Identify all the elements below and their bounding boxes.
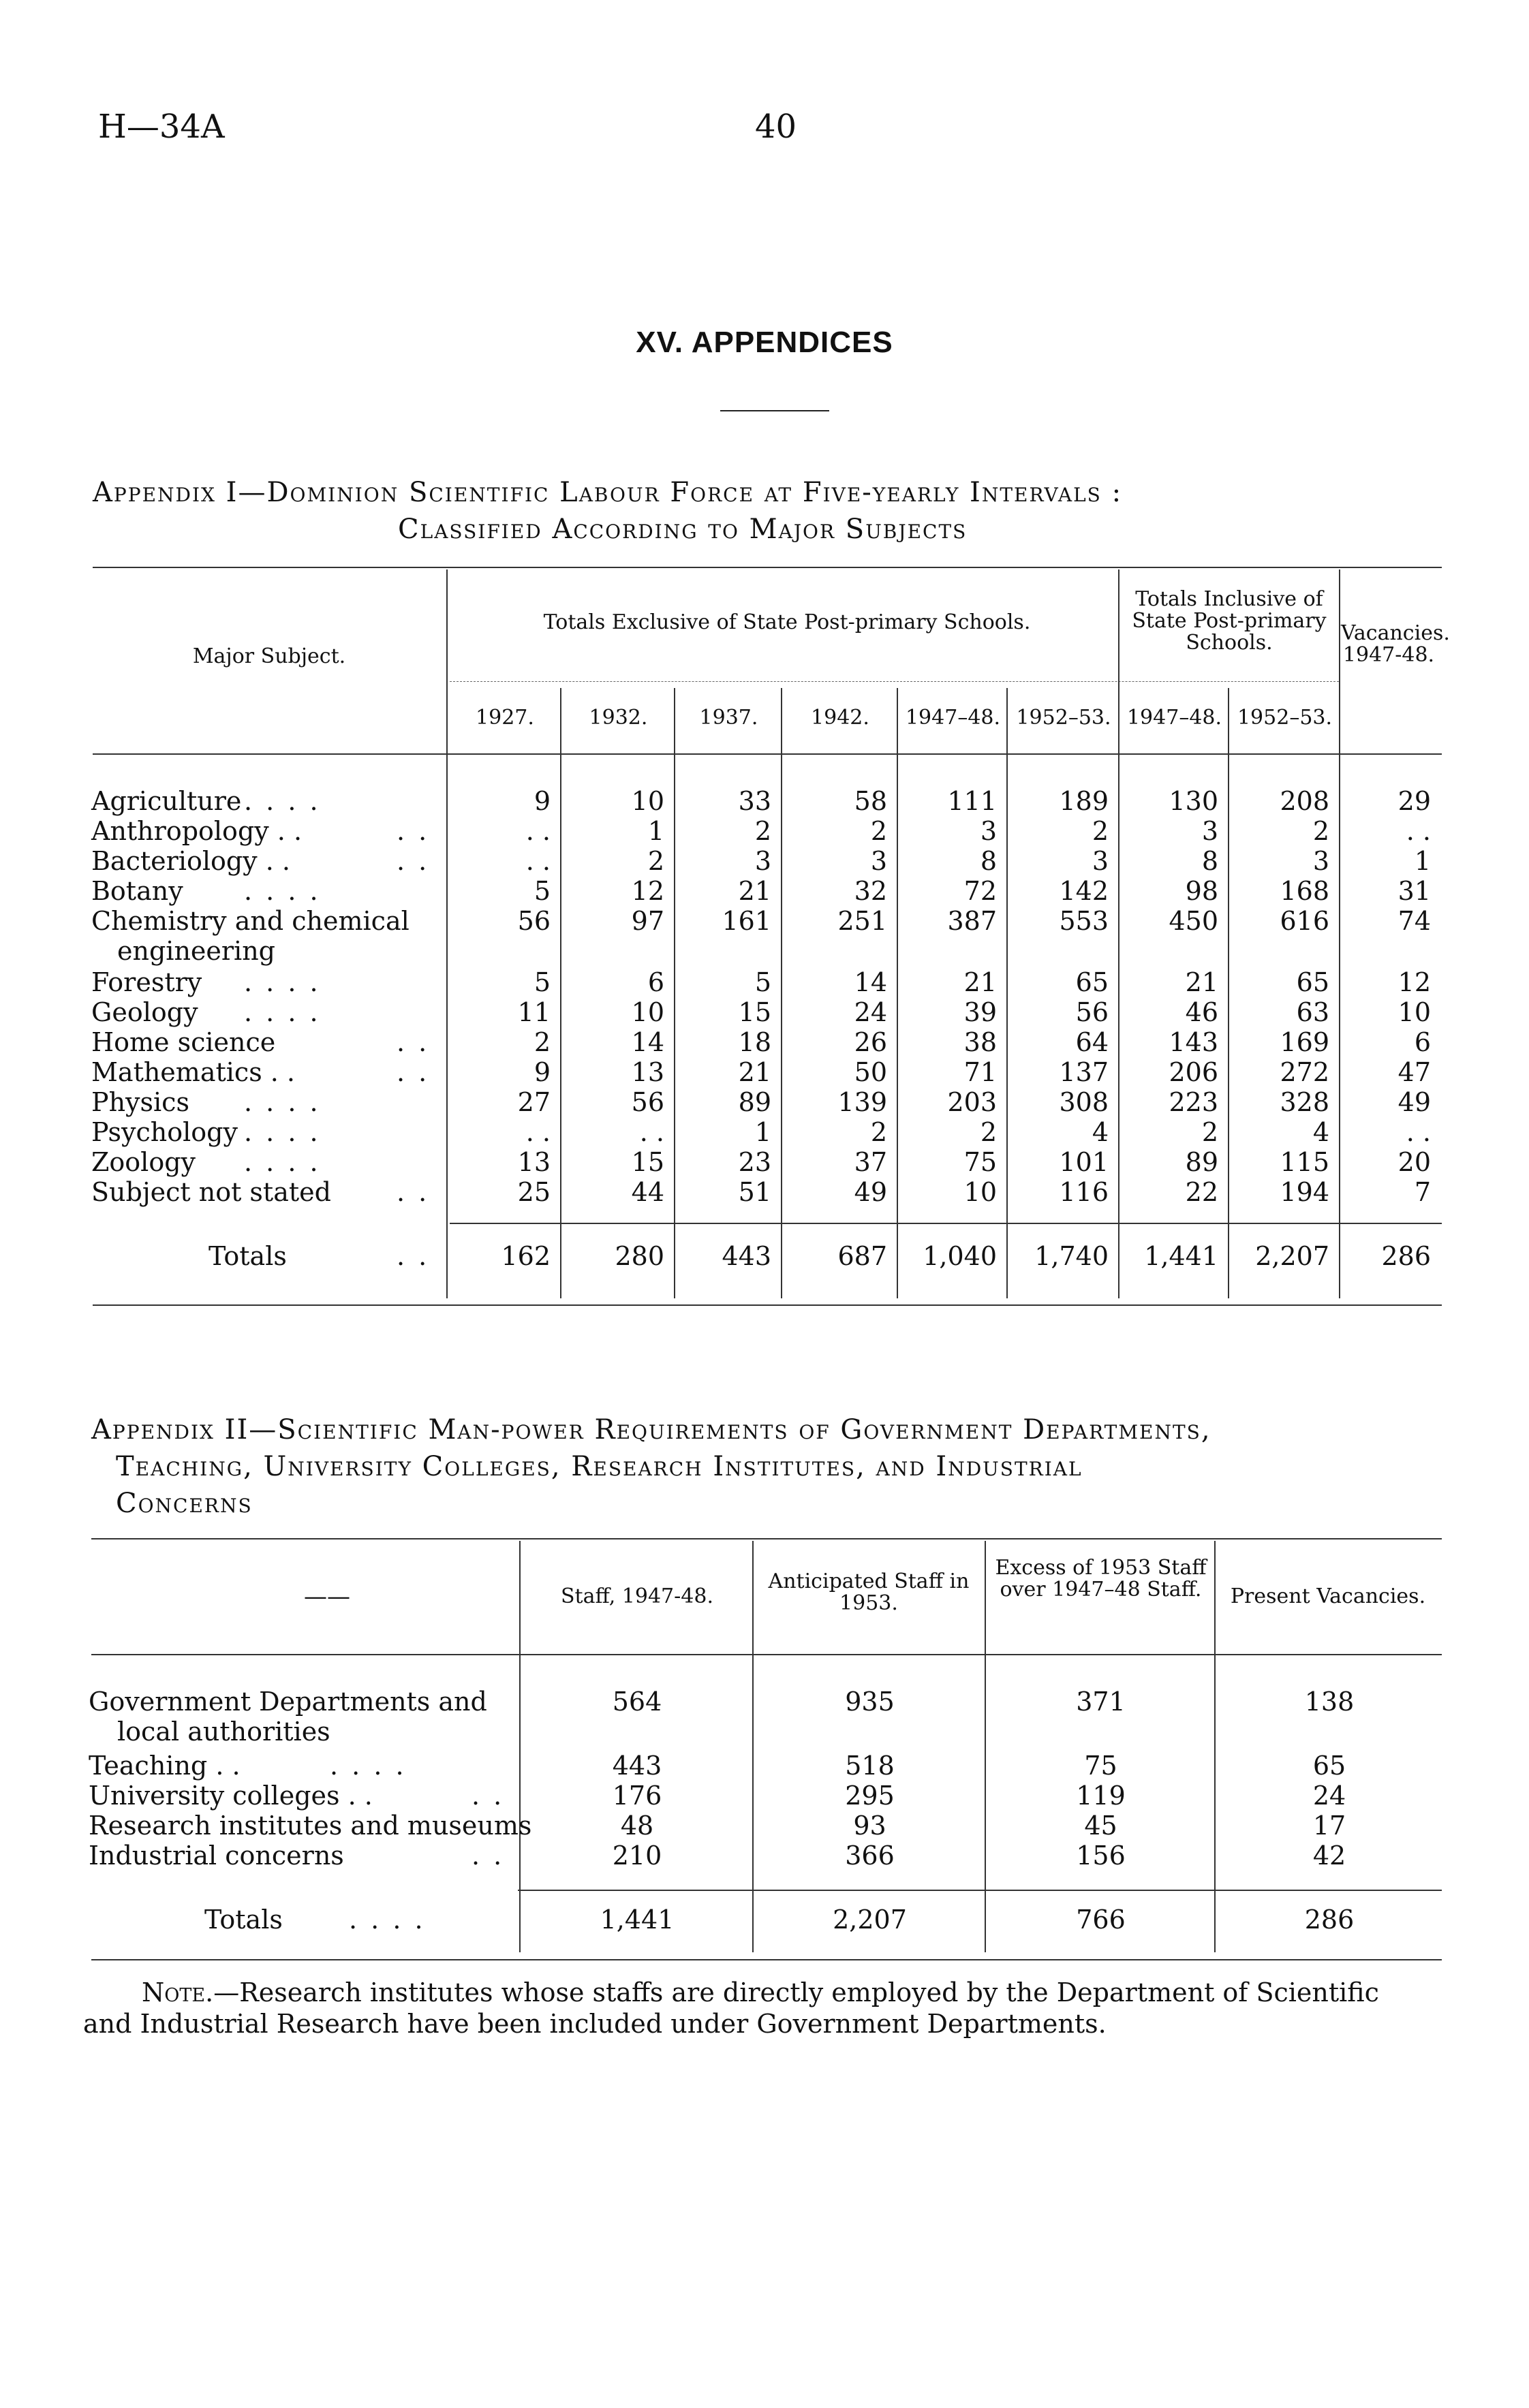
- header-year-1937: 1937.: [699, 706, 758, 730]
- appendix1-totals-dots: . .: [397, 1241, 430, 1271]
- appendix2-total-cell: 2,207: [833, 1905, 907, 1935]
- appendix2-cell: 366: [845, 1841, 895, 1871]
- appendix1-cell: 21: [738, 1057, 771, 1087]
- appendix1-cell: 3: [1312, 846, 1329, 876]
- appendix1-cell: 14: [854, 967, 887, 997]
- header-vacancies: Vacancies. 1947-48.: [1341, 621, 1450, 667]
- appendix1-cell: 9: [534, 1057, 551, 1087]
- appendix1-cell: 89: [1185, 1147, 1218, 1177]
- appendix1-cell: 450: [1169, 906, 1218, 936]
- header-excess: Excess of 1953 Staff over 1947–48 Staff.: [995, 1556, 1207, 1601]
- appendix1-total-cell: 687: [837, 1241, 887, 1271]
- appendix1-cell: 64: [1075, 1027, 1109, 1057]
- appendix1-row-dots: . . . .: [244, 967, 321, 997]
- appendix1-cell: 20: [1397, 1147, 1431, 1177]
- appendix1-total-cell: 1,040: [923, 1241, 997, 1271]
- appendix1-cell: 169: [1280, 1027, 1329, 1057]
- appendix1-row-dots: . . . .: [244, 786, 321, 816]
- appendix1-cell: 2: [870, 816, 887, 846]
- appendix1-cell: 46: [1185, 997, 1218, 1027]
- appendix1-cell: 272: [1280, 1057, 1329, 1087]
- appendix1-cell: 13: [517, 1147, 551, 1177]
- header-totals-exclusive: Totals Exclusive of State Post-primary Schools.: [543, 610, 1031, 634]
- appendix2-cell: 42: [1312, 1841, 1346, 1871]
- appendix1-cell: 56: [631, 1087, 664, 1117]
- appendix1-cell: 25: [517, 1177, 551, 1207]
- appendix2-cell: 443: [612, 1751, 662, 1781]
- title-rule: [720, 410, 829, 411]
- appendix1-cell: 89: [738, 1087, 771, 1117]
- appendix1-cell: 5: [534, 876, 551, 906]
- appendix1-row-subject: Bacteriology . .: [91, 846, 290, 876]
- appendix1-cell: 6: [647, 967, 664, 997]
- header-present-vacancies: Present Vacancies.: [1230, 1584, 1426, 1608]
- appendix1-cell: 98: [1185, 876, 1218, 906]
- appendix1-cell: 7: [1414, 1177, 1431, 1207]
- appendix1-cell: 12: [631, 876, 664, 906]
- appendix2-totals-dots: . . . .: [349, 1905, 426, 1935]
- appendix2-cell: 45: [1084, 1811, 1117, 1841]
- appendix1-cell: 2: [870, 1117, 887, 1147]
- appendix1-cell: 74: [1397, 906, 1431, 936]
- appendix1-cell: 32: [854, 876, 887, 906]
- appendix1-row-subject: Subject not stated: [91, 1177, 331, 1207]
- appendix1-cell: 2: [647, 846, 664, 876]
- appendix1-row-subject: Chemistry and chemical: [91, 906, 410, 936]
- appendix1-cell: . .: [1406, 816, 1431, 846]
- appendix1-cell: 139: [837, 1087, 887, 1117]
- appendix1-cell: 2: [534, 1027, 551, 1057]
- appendix1-cell: 1: [1414, 846, 1431, 876]
- note-line2: and Industrial Research have been included under Government Departments.: [83, 2009, 1107, 2039]
- appendix1-cell: 11: [517, 997, 551, 1027]
- header-year-1932: 1932.: [589, 706, 648, 730]
- appendix1-cell: 10: [631, 997, 664, 1027]
- appendix1-cell: 49: [854, 1177, 887, 1207]
- appendix1-row-dots: . . . .: [244, 1117, 321, 1147]
- appendix1-cell: 14: [631, 1027, 664, 1057]
- appendix1-cell: 9: [534, 786, 551, 816]
- appendix1-cell: 75: [963, 1147, 997, 1177]
- appendix2-total-cell: 766: [1076, 1905, 1126, 1935]
- note-text: —Research institutes whose staffs are directly employed by the Department of Scientific: [213, 1977, 1379, 2007]
- header-totals-inclusive: Totals Inclusive of State Post-primary Schools.: [1132, 587, 1327, 655]
- header-year-1952: 1952–53.: [1016, 706, 1111, 730]
- header-year-1947: 1947–48.: [905, 706, 1001, 730]
- appendix1-cell: 21: [738, 876, 771, 906]
- appendix1-cell: 39: [963, 997, 997, 1027]
- appendix1-cell: . .: [525, 1117, 551, 1147]
- appendix1-cell: 26: [854, 1027, 887, 1057]
- appendix1-cell: 2: [1201, 1117, 1218, 1147]
- appendix2-row-label: Industrial concerns: [89, 1841, 344, 1871]
- appendix2-total-cell: 286: [1304, 1905, 1355, 1935]
- appendix1-cell: 33: [738, 786, 771, 816]
- appendix1-cell: 137: [1059, 1057, 1109, 1087]
- appendix2-totals-label: Totals: [204, 1905, 283, 1935]
- note-line1: [142, 1977, 1379, 2008]
- appendix1-cell: 116: [1059, 1177, 1109, 1207]
- appendix1-total-cell: 443: [722, 1241, 771, 1271]
- appendix1-cell: 12: [1397, 967, 1431, 997]
- appendix2-cell: 75: [1084, 1751, 1117, 1781]
- appendix1-cell: 10: [963, 1177, 997, 1207]
- appendix1-cell: 29: [1397, 786, 1431, 816]
- appendix1-row-dots: . . . .: [244, 1087, 321, 1117]
- appendix1-cell: 21: [1185, 967, 1218, 997]
- appendix1-cell: 37: [854, 1147, 887, 1177]
- appendix2-title-line3: Concerns: [116, 1488, 253, 1519]
- appendix1-cell: 63: [1296, 997, 1329, 1027]
- appendix2-total-cell: 1,441: [600, 1905, 675, 1935]
- appendix1-cell: 23: [738, 1147, 771, 1177]
- appendix1-totals-label: Totals: [208, 1241, 287, 1271]
- appendix1-cell: 21: [963, 967, 997, 997]
- appendix1-cell: 308: [1059, 1087, 1109, 1117]
- appendix1-cell: 4: [1312, 1117, 1329, 1147]
- appendix1-row-subject: Agriculture: [91, 786, 242, 816]
- appendix1-cell: 65: [1296, 967, 1329, 997]
- appendix1-cell: 22: [1185, 1177, 1218, 1207]
- appendix1-title-line1: Appendix I—Dominion Scientific Labour Force at Five-yearly Intervals :: [93, 477, 1123, 508]
- appendix1-cell: 143: [1169, 1027, 1218, 1057]
- appendix1-row-dots: . .: [397, 846, 430, 876]
- appendix1-title-line2: Classified According to Major Subjects: [398, 514, 968, 545]
- appendix1-cell: 18: [738, 1027, 771, 1057]
- appendix1-cell: 223: [1169, 1087, 1218, 1117]
- appendix1-row-subject-line2: engineering: [117, 936, 276, 966]
- appendix2-row-label: University colleges . .: [89, 1781, 373, 1811]
- appendix1-cell: 3: [1201, 816, 1218, 846]
- appendix1-cell: 27: [517, 1087, 551, 1117]
- appendix1-cell: 189: [1059, 786, 1109, 816]
- appendix1-cell: 387: [947, 906, 997, 936]
- appendix1-cell: 1: [754, 1117, 771, 1147]
- appendix1-cell: 2: [1312, 816, 1329, 846]
- appendix1-cell: 65: [1075, 967, 1109, 997]
- appendix2-cell: 176: [612, 1781, 662, 1811]
- appendix1-cell: 3: [980, 816, 997, 846]
- appendix1-cell: 47: [1397, 1057, 1431, 1087]
- appendix1-cell: 24: [854, 997, 887, 1027]
- appendix1-cell: 203: [947, 1087, 997, 1117]
- appendix1-cell: 3: [754, 846, 771, 876]
- appendix1-cell: 10: [1397, 997, 1431, 1027]
- header-year-1942: 1942.: [811, 706, 869, 730]
- appendix1-total-cell: 286: [1381, 1241, 1431, 1271]
- appendix1-cell: 50: [854, 1057, 887, 1087]
- header-major-subject: Major Subject.: [192, 644, 346, 668]
- appendix1-cell: 1: [647, 816, 664, 846]
- appendix2-row-dots: . .: [472, 1841, 505, 1871]
- appendix1-cell: 115: [1280, 1147, 1329, 1177]
- appendix1-row-dots: . .: [397, 1027, 430, 1057]
- appendix1-cell: 161: [722, 906, 771, 936]
- appendix2-cell: 138: [1304, 1687, 1355, 1717]
- appendix1-cell: 31: [1397, 876, 1431, 906]
- appendix1-cell: . .: [1406, 1117, 1431, 1147]
- appendix1-cell: . .: [525, 846, 551, 876]
- appendix2-row-label: Research institutes and museums: [89, 1811, 532, 1841]
- appendix1-row-dots: . . . .: [244, 997, 321, 1027]
- appendix2-cell: 17: [1312, 1811, 1346, 1841]
- appendix1-cell: 58: [854, 786, 887, 816]
- header-year-1927: 1927.: [476, 706, 534, 730]
- appendix1-total-cell: 162: [501, 1241, 551, 1271]
- appendix1-cell: 5: [754, 967, 771, 997]
- appendix1-cell: 72: [963, 876, 997, 906]
- appendix1-row-subject: Geology: [91, 997, 198, 1027]
- appendix1-cell: 5: [534, 967, 551, 997]
- appendix1-cell: 44: [631, 1177, 664, 1207]
- appendix1-cell: 101: [1059, 1147, 1109, 1177]
- header-incl-year-1947: 1947–48.: [1126, 706, 1222, 730]
- page-number: 40: [755, 108, 797, 146]
- appendix1-cell: 15: [631, 1147, 664, 1177]
- appendix1-row-subject: Home science: [91, 1027, 276, 1057]
- appendix1-cell: 4: [1092, 1117, 1109, 1147]
- appendix1-row-subject: Physics: [91, 1087, 189, 1117]
- appendix1-row-subject: Mathematics . .: [91, 1057, 296, 1087]
- appendix1-total-cell: 1,740: [1034, 1241, 1109, 1271]
- appendix2-cell: 119: [1076, 1781, 1126, 1811]
- note-lead: Note.: [142, 1977, 214, 2007]
- appendix2-cell: 935: [845, 1687, 895, 1717]
- appendix2-row-dots: . .: [472, 1781, 505, 1811]
- appendix2-title-line1: Appendix II—Scientific Man-power Requirements of Government Departments,: [91, 1414, 1211, 1445]
- appendix1-cell: . .: [639, 1117, 664, 1147]
- appendix1-cell: 251: [837, 906, 887, 936]
- appendix1-total-cell: 280: [615, 1241, 664, 1271]
- appendix2-cell: 295: [845, 1781, 895, 1811]
- appendix1-cell: 15: [738, 997, 771, 1027]
- appendix2-cell: 518: [845, 1751, 895, 1781]
- appendix2-title-line2: Teaching, University Colleges, Research Institutes, and Industrial: [116, 1451, 1083, 1482]
- appendix1-cell: 328: [1280, 1087, 1329, 1117]
- appendix1-row-dots: . .: [397, 816, 430, 846]
- appendix1-row-subject: Zoology: [91, 1147, 196, 1177]
- appendix1-cell: 553: [1059, 906, 1109, 936]
- appendix1-total-cell: 2,207: [1255, 1241, 1329, 1271]
- appendix1-row-dots: . .: [397, 1177, 430, 1207]
- page-title: XV. APPENDICES: [636, 326, 893, 359]
- appendix1-cell: 3: [1092, 846, 1109, 876]
- appendix1-cell: 130: [1169, 786, 1218, 816]
- appendix2-row-label: Teaching . .: [89, 1751, 241, 1781]
- appendix1-cell: 71: [963, 1057, 997, 1087]
- appendix1-cell: 8: [1201, 846, 1218, 876]
- appendix2-cell: 48: [620, 1811, 654, 1841]
- appendix1-total-cell: 1,441: [1144, 1241, 1218, 1271]
- appendix1-cell: 2: [754, 816, 771, 846]
- appendix2-cell: 156: [1076, 1841, 1126, 1871]
- appendix1-cell: 10: [631, 786, 664, 816]
- appendix2-row-label-line2: local authorities: [117, 1717, 330, 1747]
- appendix2-row-dots: . . . .: [330, 1751, 407, 1781]
- header-anticipated: Anticipated Staff in 1953.: [768, 1569, 970, 1615]
- header-incl-year-1952: 1952–53.: [1237, 706, 1333, 730]
- appendix2-cell: 210: [612, 1841, 662, 1871]
- appendix1-cell: 3: [870, 846, 887, 876]
- appendix1-cell: 97: [631, 906, 664, 936]
- header-dash: ——: [304, 1583, 350, 1610]
- appendix1-cell: 142: [1059, 876, 1109, 906]
- appendix2-row-label: Government Departments and: [89, 1687, 487, 1717]
- appendix1-cell: 6: [1414, 1027, 1431, 1057]
- appendix1-cell: 616: [1280, 906, 1329, 936]
- appendix1-row-subject: Psychology: [91, 1117, 238, 1147]
- appendix1-cell: 208: [1280, 786, 1329, 816]
- appendix2-cell: 24: [1312, 1781, 1346, 1811]
- appendix1-row-subject: Botany: [91, 876, 183, 906]
- appendix2-cell: 564: [612, 1687, 662, 1717]
- appendix2-cell: 371: [1076, 1687, 1126, 1717]
- appendix1-cell: 38: [963, 1027, 997, 1057]
- appendix1-cell: 111: [947, 786, 997, 816]
- appendix1-cell: 49: [1397, 1087, 1431, 1117]
- appendix1-cell: 56: [1075, 997, 1109, 1027]
- appendix1-cell: 51: [738, 1177, 771, 1207]
- appendix1-cell: 194: [1280, 1177, 1329, 1207]
- appendix1-cell: 56: [517, 906, 551, 936]
- appendix1-row-subject: Anthropology . .: [91, 816, 303, 846]
- appendix2-cell: 65: [1312, 1751, 1346, 1781]
- appendix1-row-subject: Forestry: [91, 967, 202, 997]
- appendix1-cell: 168: [1280, 876, 1329, 906]
- appendix1-cell: 2: [980, 1117, 997, 1147]
- appendix1-cell: 8: [980, 846, 997, 876]
- appendix1-row-dots: . .: [397, 1057, 430, 1087]
- appendix2-cell: 93: [853, 1811, 886, 1841]
- page-code: H—34A: [98, 108, 225, 146]
- appendix1-cell: 2: [1092, 816, 1109, 846]
- appendix1-row-dots: . . . .: [244, 876, 321, 906]
- appendix1-cell: 13: [631, 1057, 664, 1087]
- appendix1-cell: . .: [525, 816, 551, 846]
- appendix1-row-dots: . . . .: [244, 1147, 321, 1177]
- header-staff: Staff, 1947-48.: [560, 1584, 713, 1608]
- appendix1-cell: 206: [1169, 1057, 1218, 1087]
